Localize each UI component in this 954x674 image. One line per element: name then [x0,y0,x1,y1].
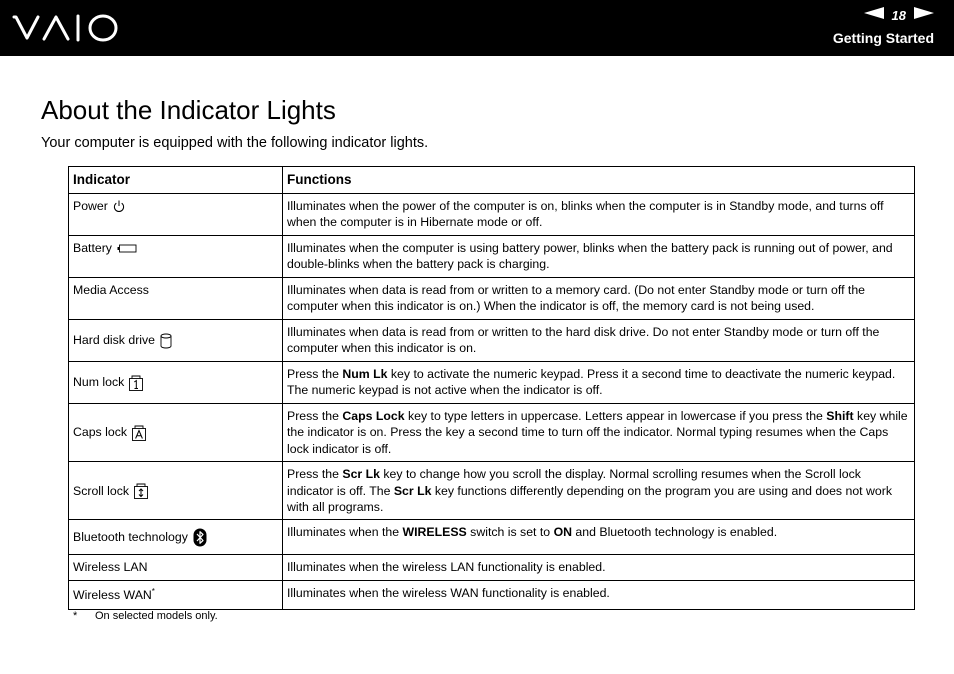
function-text: key to change how you scroll the display. Normal scrolling resumes when the Scroll lock indicator is off. The [287,467,861,498]
function-text: Illuminates when the [287,525,403,540]
function-text: Illuminates when data is read from or written to the hard disk drive. Do not enter Standby mode or turn off the computer when this indicator is on. [287,325,880,356]
indicator-cell [69,404,283,462]
next-page-arrow-icon[interactable] [914,6,934,24]
indicator-cell [69,581,283,610]
indicator-cell [69,555,283,581]
key-name: Scr Lk [393,483,432,498]
function-text: key while the indicator is on. Press the key a second time to turn off the indicator. Normal typing resumes when the Caps lock indicator is off. [287,409,908,456]
table-row [69,555,915,581]
header-bar [0,0,954,56]
key-name: Shift [826,409,854,423]
function-text: Illuminates when the wireless LAN functionality is enabled. [287,560,606,575]
function-cell [283,278,915,320]
key-name: Scr Lk [342,467,380,482]
function-cell [283,236,915,278]
function-cell [283,194,915,236]
battery-icon [117,244,137,253]
page-navigation [864,7,934,23]
indicator-label: Hard disk drive [73,333,156,348]
table-row [69,581,915,610]
footnote [73,610,218,622]
function-text: Illuminates when the wireless WAN functionality is enabled. [287,586,610,601]
function-cell [283,362,915,404]
footnote-mark: * [73,610,78,622]
function-text: Illuminates when the computer is using battery power, blinks when the battery pack is running out of power, and double-blinks when the battery pack is charging. [287,241,893,272]
function-cell [283,320,915,362]
section-title: Getting Started [832,30,934,46]
table-row [69,236,915,278]
key-name: ON [553,525,573,540]
indicator-label: Media Access [73,283,149,297]
power-icon [113,200,125,213]
indicator-label: Num lock [73,375,125,390]
indicator-cell [69,520,283,555]
indicator-cell [69,278,283,320]
function-cell [283,520,915,555]
function-cell [283,462,915,520]
function-text: Press the [287,409,343,423]
indicator-cell [69,362,283,404]
function-text: key functions differently depending on the program you are using and does not work with all programs. [287,483,892,515]
table-row [69,462,915,520]
indicator-column-header: Indicator [69,167,283,194]
indicator-cell [69,194,283,236]
indicator-cell [69,320,283,362]
function-text: Illuminates when the power of the computer is on, blinks when the computer is in Standby mode, and turns off when the computer is in Hibernate mode or off. [287,199,884,230]
table-row [69,362,915,404]
intro-text: Your computer is equipped with the following indicator lights. [41,135,429,151]
vaio-logo [12,13,120,48]
function-text: Press the [287,367,343,381]
indicator-cell [69,462,283,520]
function-text: key to type letters in uppercase. Letters appear in lowercase if you press the [404,409,827,423]
hard-disk-icon [160,333,172,349]
function-cell [283,581,915,610]
function-text: and Bluetooth technology is enabled. [572,525,778,540]
caps-lock-icon [132,425,146,441]
function-text: Press the [287,467,343,482]
key-name: Caps Lock [342,409,405,423]
table-row [69,404,915,462]
table-header-row [69,167,915,194]
table-row [69,520,915,555]
indicator-label: Wireless LAN [73,560,148,575]
indicator-cell [69,236,283,278]
indicator-label: Bluetooth technology [73,530,188,545]
indicator-label: Battery [73,241,112,255]
functions-column-header: Functions [283,167,915,194]
page-number: 18 [891,7,906,23]
page-title: About the Indicator Lights [41,95,336,125]
footnote-reference: * [151,587,155,597]
indicator-label: Scroll lock [73,483,130,498]
function-text: switch is set to [466,525,554,540]
table-row [69,320,915,362]
indicator-label: Power [73,199,108,213]
indicator-label: Caps lock [73,425,127,440]
table-row [69,194,915,236]
function-text: Illuminates when data is read from or written to a memory card. (Do not enter Standby mode or turn off the computer when this indicator is on.) When the indicator is off, the memory card is not being used. [287,283,866,314]
key-name: Num Lk [342,367,388,381]
indicator-label: Wireless WAN* [73,587,155,603]
key-name: WIRELESS [402,525,467,540]
function-cell [283,555,915,581]
footnote-text: On selected models only. [95,610,218,622]
table-row [69,278,915,320]
function-cell [283,404,915,462]
indicator-table [68,166,915,610]
num-lock-icon [129,375,143,391]
function-text: key to activate the numeric keypad. Press it a second time to deactivate the numeric keypad. The numeric keypad is not active when the indicator is off. [287,367,896,398]
scroll-lock-icon [134,483,148,499]
bluetooth-icon [193,528,207,547]
previous-page-arrow-icon[interactable] [864,6,884,24]
